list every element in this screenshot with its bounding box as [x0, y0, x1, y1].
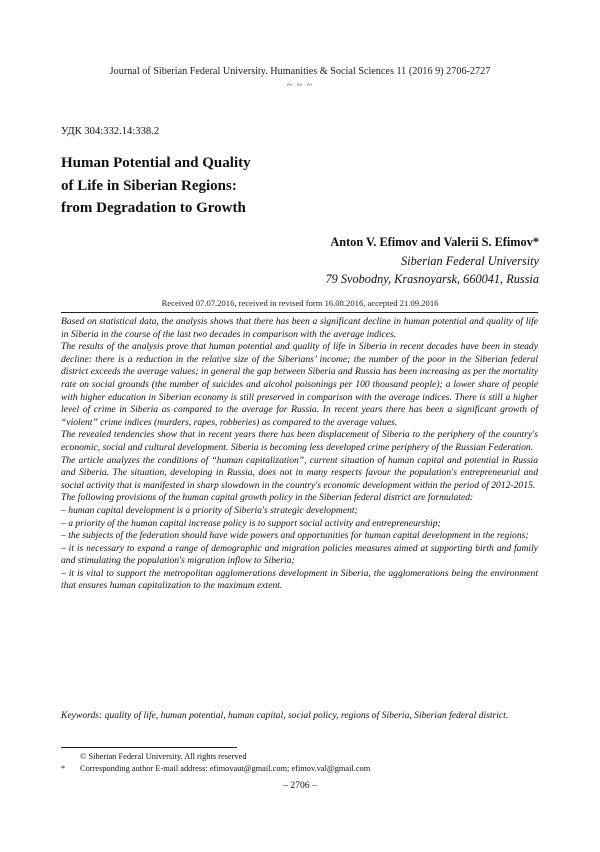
keywords: Keywords: quality of life, human potential, human capital, social policy, regions of Siberia, Siberian federal district. [61, 710, 509, 721]
author-block [326, 233, 539, 289]
abstract-list-item: – the subjects of the federation should have wide powers and opportunities for human capital development in the regions; [61, 530, 529, 542]
title-line: of Life in Siberian Regions: [61, 177, 237, 194]
abstract-paragraph: The following provisions of the human capital growth policy in the Siberian federal district are formulated: [61, 492, 474, 504]
author-address: 79 Svobodny, Krasnoyarsk, 660041, Russia [325, 272, 539, 286]
page-number: – 2706 – [283, 780, 317, 791]
abstract-paragraph: The revealed tendencies show that in recent years there has been displacement of Siberia to the periphery of the country's economic, social and cultural development. Siberia is becoming less developed crime periphery of the Russian Federation. [61, 429, 538, 453]
abstract-paragraph: Based on statistical data, the analysis shows that there has been a significant decline in human potential and quality of life in Siberia in the course of the last two decades in comparison with the average indices. [61, 316, 538, 340]
corresponding-footnote [61, 764, 370, 773]
corresponding-email: Corresponding author E-mail address: efimovaut@gmail.com; efimov.val@gmail.com [80, 764, 371, 773]
abstract-paragraph: The results of the analysis prove that human potential and quality of life in Siberia in recent decades have been in steady decline: there is a reduction in the relative size of the Siberians’ income; the number of the poor in the Siberian federal district exceeds the average values; in general the gap between Siberia and Russia has been increasing as per the mortality rate on social grounds (the number of suicides and alcohol poisonings per 100 thousand people); a lower share of people with higher education in Siberian economy is still preserved in comparison with the average indices. There is still a higher level of crime in Siberia as compared to the average for Russia. In recent years there has been a significant growth of “violent” crime indices (murders, rapes, robberies) as compared to the average values. [61, 341, 538, 428]
abstract [61, 316, 538, 593]
udk-code: УДК 304:332.14:338.2 [61, 126, 160, 137]
journal-header: Journal of Siberian Federal University. Humanities & Social Sciences 11 (2016 9) 2706-2727 [109, 66, 491, 77]
article-title [61, 152, 361, 220]
title-line: Human Potential and Quality [61, 155, 251, 171]
footnote-rule [61, 747, 237, 748]
abstract-paragraph: The article analyzes the conditions of “human capitalization”, current situation of human capital and potential in Russia and Siberia. The situation, developing in Russia, does not in many respects favour the population's entrepreneurial and social activity that is manifested in sharp slowdown in the country's economic development within the period of 2012-2015. [61, 454, 538, 491]
abstract-list-item: – human capital development is a priority of Siberia's strategic development; [61, 504, 358, 516]
author-names: Anton V. Efimov and Valerii S. Efimov* [330, 235, 539, 249]
copyright-footnote: © Siberian Federal University. All rights reserved [80, 752, 247, 761]
abstract-top-rule [61, 312, 538, 313]
received-dates: Received 07.07.2016, received in revised form 16.08.2016, accepted 21.09.2016 [161, 298, 439, 308]
abstract-list-item: – it is necessary to expand a range of demographic and migration policies measures aimed at supporting birth and family and stimulating the population's migration inflow to Siberia; [61, 542, 538, 567]
title-line: from Degradation to Growth [61, 200, 246, 216]
author-affiliation: Siberian Federal University [401, 253, 539, 268]
abstract-list-item: – it is vital to support the metropolitan agglomerations development in Siberia, the agglomerations being the environment that ensures human capitalization to the maximum extent. [61, 567, 538, 592]
footnote-star: * [61, 764, 66, 773]
header-ornament: ~ ~ ~ [286, 80, 314, 91]
abstract-list-item: – a priority of the human capital increase policy is to support social activity and entrepreneurship; [61, 517, 441, 529]
